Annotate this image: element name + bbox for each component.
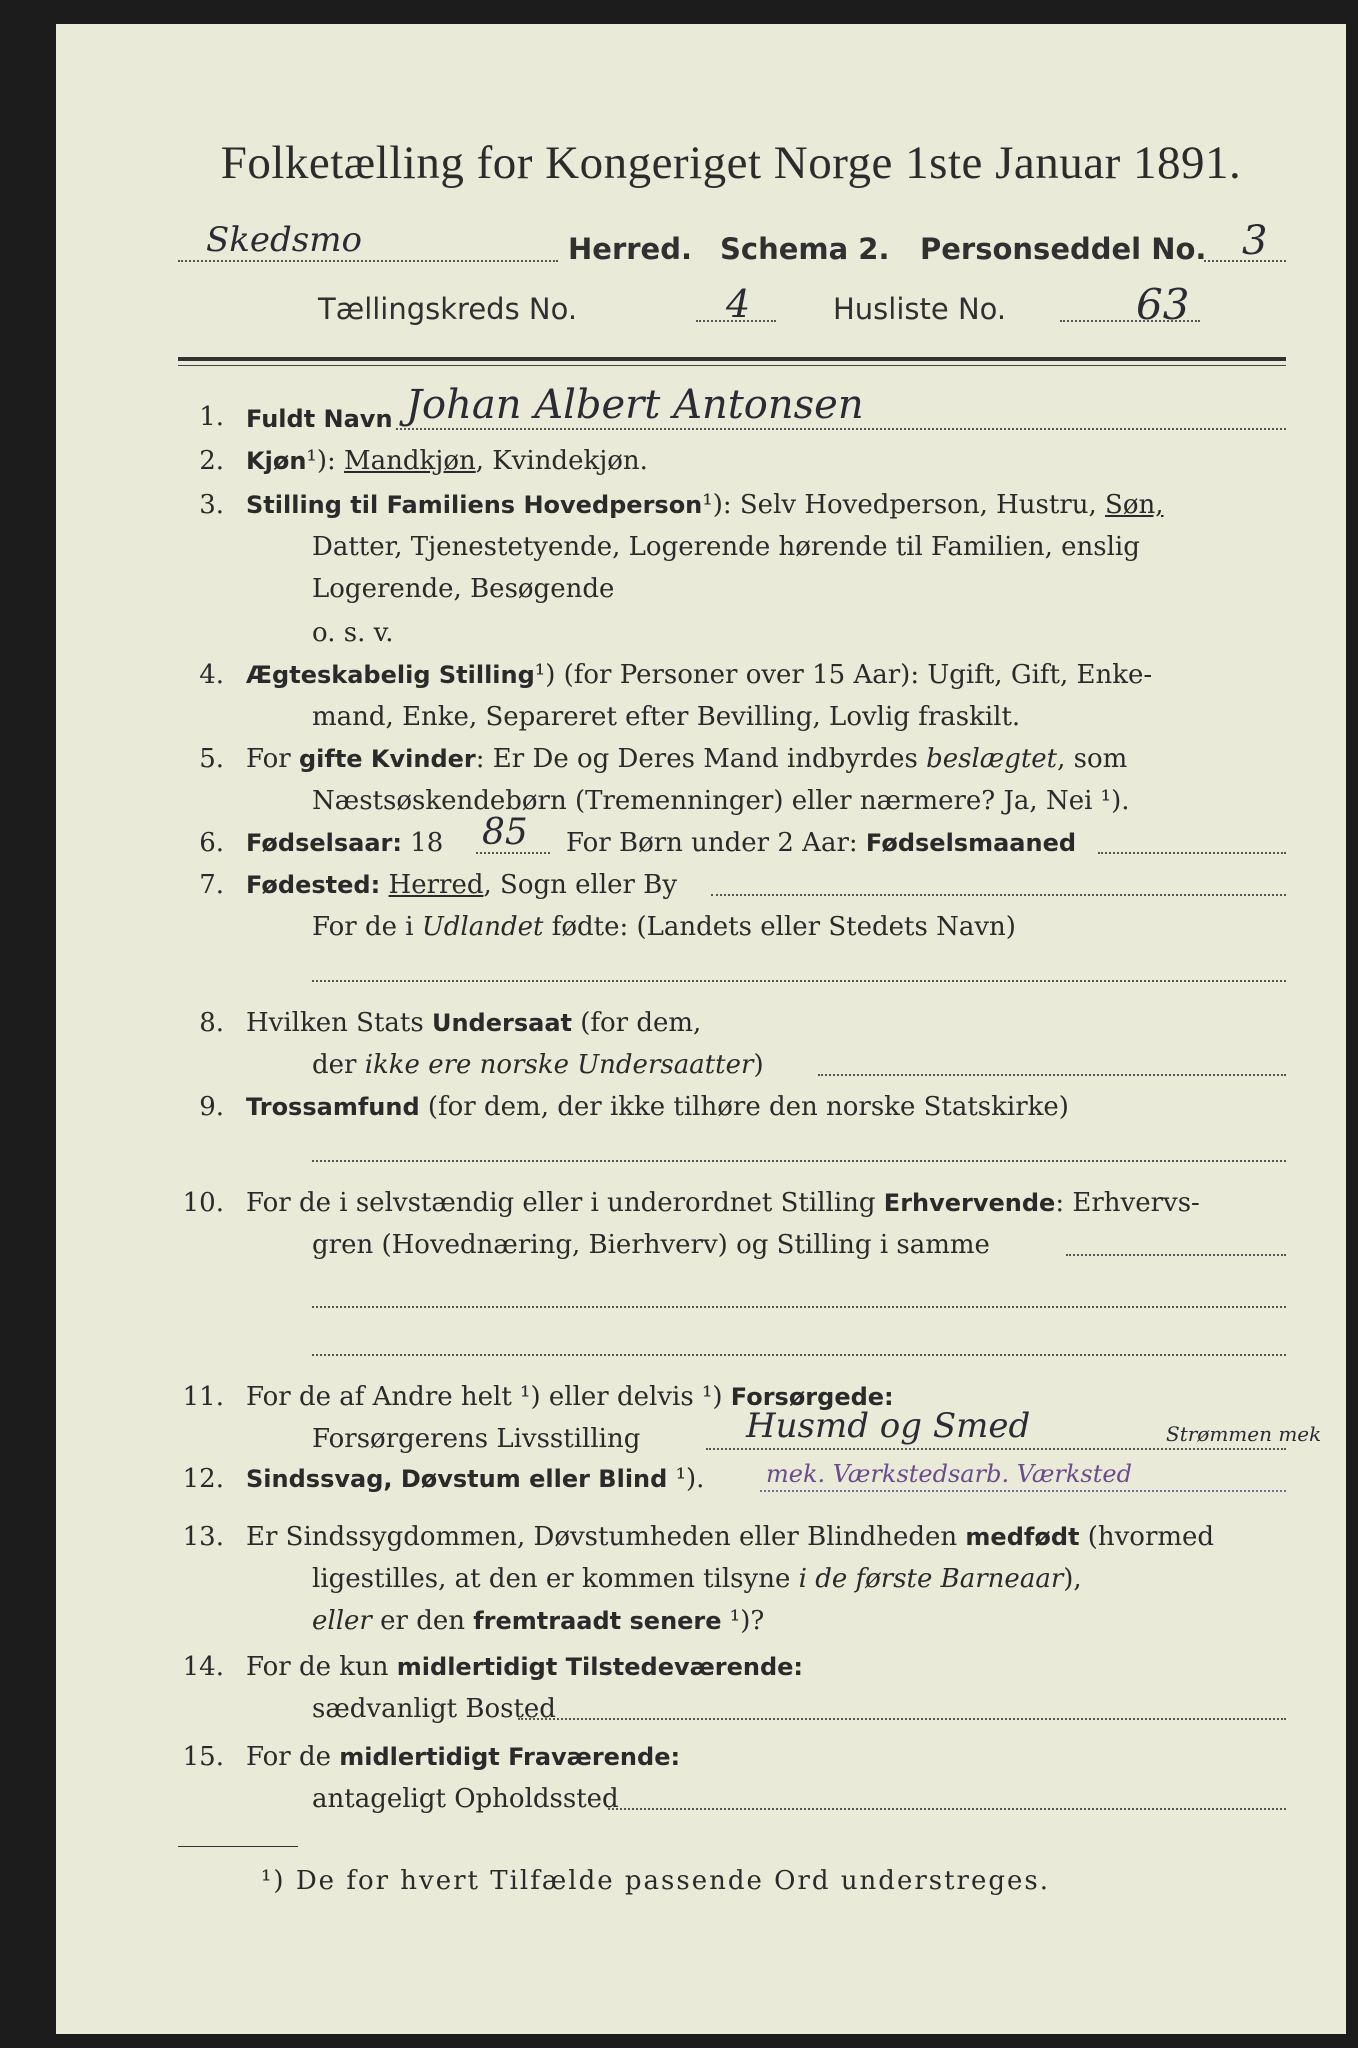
q6-line	[246, 828, 443, 858]
q13-line1	[246, 1522, 1214, 1552]
q3-line1	[246, 490, 1164, 520]
herred-dotted-line	[178, 260, 558, 262]
q12-handwritten: mek. Værkstedsarb. Værksted	[766, 1460, 1132, 1488]
footnote-rule	[178, 1846, 298, 1847]
q7-udlandet: Udlandet	[421, 912, 544, 942]
q9-line1	[246, 1092, 1069, 1122]
q11-number: 11.	[182, 1382, 224, 1412]
q11-handwritten-small: Strømmen mek	[1166, 1422, 1322, 1446]
q8-italic: ikke ere norske Undersaatter	[364, 1050, 754, 1080]
q1-handwritten-name: Johan Albert Antonsen	[406, 382, 864, 428]
q9-answer-line	[312, 1160, 1286, 1162]
q9-number: 9.	[199, 1092, 224, 1122]
q14-line1-text: For de kun	[246, 1652, 397, 1682]
q6-prefix: 18	[402, 828, 444, 858]
form-title: Folketælling for Kongeriget Norge 1ste Januar 1891.	[220, 137, 1242, 189]
q9-line1-text: (for dem, der ikke tilhøre den norske Statskirke)	[419, 1092, 1069, 1122]
husliste-label: Husliste No.	[833, 292, 1007, 326]
q2-footnote-mark: ¹):	[306, 446, 344, 476]
q10-line1-end: : Erhvervs-	[1055, 1188, 1200, 1218]
q11-line2: Forsørgerens Livsstilling	[312, 1424, 641, 1454]
q8-dotted-line	[818, 1074, 1286, 1076]
q8-line2b: )	[753, 1050, 764, 1080]
q14-line1	[246, 1652, 803, 1682]
q13-italic: i de første Barneaar	[798, 1564, 1064, 1594]
q8-line2a: der	[312, 1050, 365, 1080]
footnote: ¹) De for hvert Tilfælde passende Ord understreges.	[261, 1866, 1051, 1896]
q5-line1	[246, 744, 1127, 774]
q12-label: Sindssvag, Døvstum eller Blind	[246, 1465, 668, 1493]
q13-line2a: ligestilles, at den er kommen tilsyne	[312, 1564, 799, 1594]
q4-line1-text: ¹) (for Personer over 15 Aar): Ugift, Gift, Enke-	[534, 660, 1153, 690]
q1-dotted-line	[396, 428, 1286, 430]
q3-number: 3.	[199, 490, 224, 520]
q5-number: 5.	[199, 744, 224, 774]
q13-line2b: ),	[1063, 1564, 1082, 1594]
q7-answer-line	[312, 980, 1286, 982]
q3-line4: o. s. v.	[312, 618, 394, 648]
q14-label: midlertidigt Tilstedeværende:	[396, 1653, 804, 1681]
q9-label: Trossamfund	[246, 1093, 420, 1121]
q7-line2	[312, 912, 1016, 942]
q2-text	[246, 446, 648, 476]
q14-number: 14.	[182, 1652, 224, 1682]
q7-line2a: For de i	[312, 912, 422, 942]
q10-line1-text: For de i selvstændig eller i underordnet Stilling	[246, 1188, 884, 1218]
q8-line2	[312, 1050, 764, 1080]
q5-label: gifte Kvinder	[298, 745, 476, 773]
q3-line1-text: ¹): Selv Hovedperson, Hustru,	[702, 490, 1106, 520]
q10-label: Erhvervende	[883, 1189, 1056, 1217]
q6-line-right	[566, 828, 1076, 858]
q6-label2: Fødselsmaaned	[865, 829, 1077, 857]
q5-beslaegtet: beslægtet	[926, 744, 1058, 774]
q1-number: 1.	[199, 402, 224, 432]
q5-pre: For	[246, 744, 299, 774]
header-rule-thick	[178, 357, 1286, 361]
q8-number: 8.	[199, 1008, 224, 1038]
q7-number: 7.	[199, 870, 224, 900]
q6-mid: For Børn under 2 Aar:	[566, 828, 866, 858]
q10-number: 10.	[182, 1188, 224, 1218]
q7-line1	[246, 870, 677, 900]
q10-line2: gren (Hovednæring, Bierhverv) og Stilling i samme	[312, 1230, 990, 1260]
taellingskreds-label: Tællingskreds No.	[318, 292, 578, 326]
q15-line1-text: For de	[246, 1742, 340, 1772]
q13-number: 13.	[182, 1522, 224, 1552]
q5-line1-end: , som	[1057, 744, 1128, 774]
q13-line2	[312, 1564, 1082, 1594]
q7-option-herred: Herred	[388, 870, 484, 900]
q4-number: 4.	[199, 660, 224, 690]
q15-line1	[246, 1742, 680, 1772]
q8-pre: Hvilken Stats	[246, 1008, 432, 1038]
q13-line3	[312, 1606, 764, 1636]
q12-dotted-line	[760, 1490, 1286, 1492]
q13-label2: fremtraadt senere	[473, 1607, 722, 1635]
q13-eller: eller	[312, 1606, 372, 1636]
q11-handwritten: Husmd og Smed	[746, 1406, 1031, 1446]
q7-dotted-line	[711, 894, 1286, 896]
personseddel-number: 3	[1242, 218, 1268, 264]
q10-answer-line1	[312, 1306, 1286, 1308]
q5-line1-text: : Er De og Deres Mand indbyrdes	[475, 744, 927, 774]
q15-line2: antageligt Opholdssted	[312, 1784, 619, 1814]
census-form-sheet	[56, 24, 1346, 2034]
q15-label: midlertidigt Fraværende:	[339, 1743, 681, 1771]
q13-line1-end: (hvormed	[1079, 1522, 1215, 1552]
q6-label: Fødselsaar:	[246, 829, 402, 857]
herred-label: Herred.	[568, 232, 692, 266]
q12-number: 12.	[182, 1464, 224, 1494]
q3-line3: Logerende, Besøgende	[312, 574, 615, 604]
herred-handwritten: Skedsmo	[206, 220, 362, 260]
q10-line1	[246, 1188, 1200, 1218]
q11-label: Forsørgede:	[730, 1383, 894, 1411]
q13-line3b: ¹)?	[721, 1606, 765, 1636]
q14-dotted-line	[518, 1718, 1286, 1720]
q11-dotted-line	[706, 1448, 1286, 1450]
q8-line1	[246, 1008, 701, 1038]
q1-label: Fuldt Navn	[246, 405, 393, 433]
q13-line3a: er den	[371, 1606, 474, 1636]
q7-label: Fødested:	[246, 871, 389, 899]
q12-footnote-mark: ¹).	[667, 1464, 705, 1494]
q8-label: Undersaat	[431, 1009, 572, 1037]
q6-year-dotted-line	[476, 852, 550, 854]
q2-number: 2.	[199, 446, 224, 476]
schema-label: Schema 2.	[720, 232, 890, 266]
q10-dotted-line	[1066, 1254, 1286, 1256]
q13-label: medfødt	[965, 1523, 1080, 1551]
q15-dotted-line	[608, 1808, 1286, 1810]
q8-line1-text: (for dem,	[571, 1008, 702, 1038]
q2-label: Kjøn	[246, 447, 307, 475]
taellingskreds-number: 4	[726, 282, 751, 326]
q7-rest: , Sogn eller By	[483, 870, 678, 900]
q14-line2: sædvanligt Bosted	[312, 1694, 556, 1724]
q4-label: Ægteskabelig Stilling	[246, 661, 535, 689]
q4-line2: mand, Enke, Separeret efter Bevilling, Lovlig fraskilt.	[312, 702, 1021, 732]
q13-line1-text: Er Sindssygdommen, Døvstumheden eller Blindheden	[246, 1522, 966, 1552]
q4-line1	[246, 660, 1152, 690]
q2-option-kvindekjon: , Kvindekjøn.	[475, 446, 648, 476]
husliste-number: 63	[1136, 280, 1190, 329]
q6-number: 6.	[199, 828, 224, 858]
q5-line2: Næstsøskendebørn (Tremenninger) eller nærmere? Ja, Nei ¹).	[312, 786, 1130, 816]
q10-answer-line2	[312, 1354, 1286, 1356]
q15-number: 15.	[182, 1742, 224, 1772]
q6-handwritten-year: 85	[482, 812, 528, 853]
q3-line2: Datter, Tjenestetyende, Logerende hørende til Familien, enslig	[312, 532, 1140, 562]
q3-label: Stilling til Familiens Hovedperson	[246, 491, 703, 519]
q12-line1	[246, 1464, 704, 1494]
q6-dotted-line	[1098, 852, 1286, 854]
personseddel-label: Personseddel No.	[920, 232, 1207, 266]
q2-option-mandkjon: Mandkjøn	[344, 446, 476, 476]
q3-option-son: Søn,	[1105, 490, 1164, 520]
header-rule-thin	[178, 365, 1286, 366]
q11-line1-text: For de af Andre helt ¹) eller delvis ¹)	[246, 1382, 731, 1412]
q7-line2b: fødte: (Landets eller Stedets Navn)	[543, 912, 1016, 942]
